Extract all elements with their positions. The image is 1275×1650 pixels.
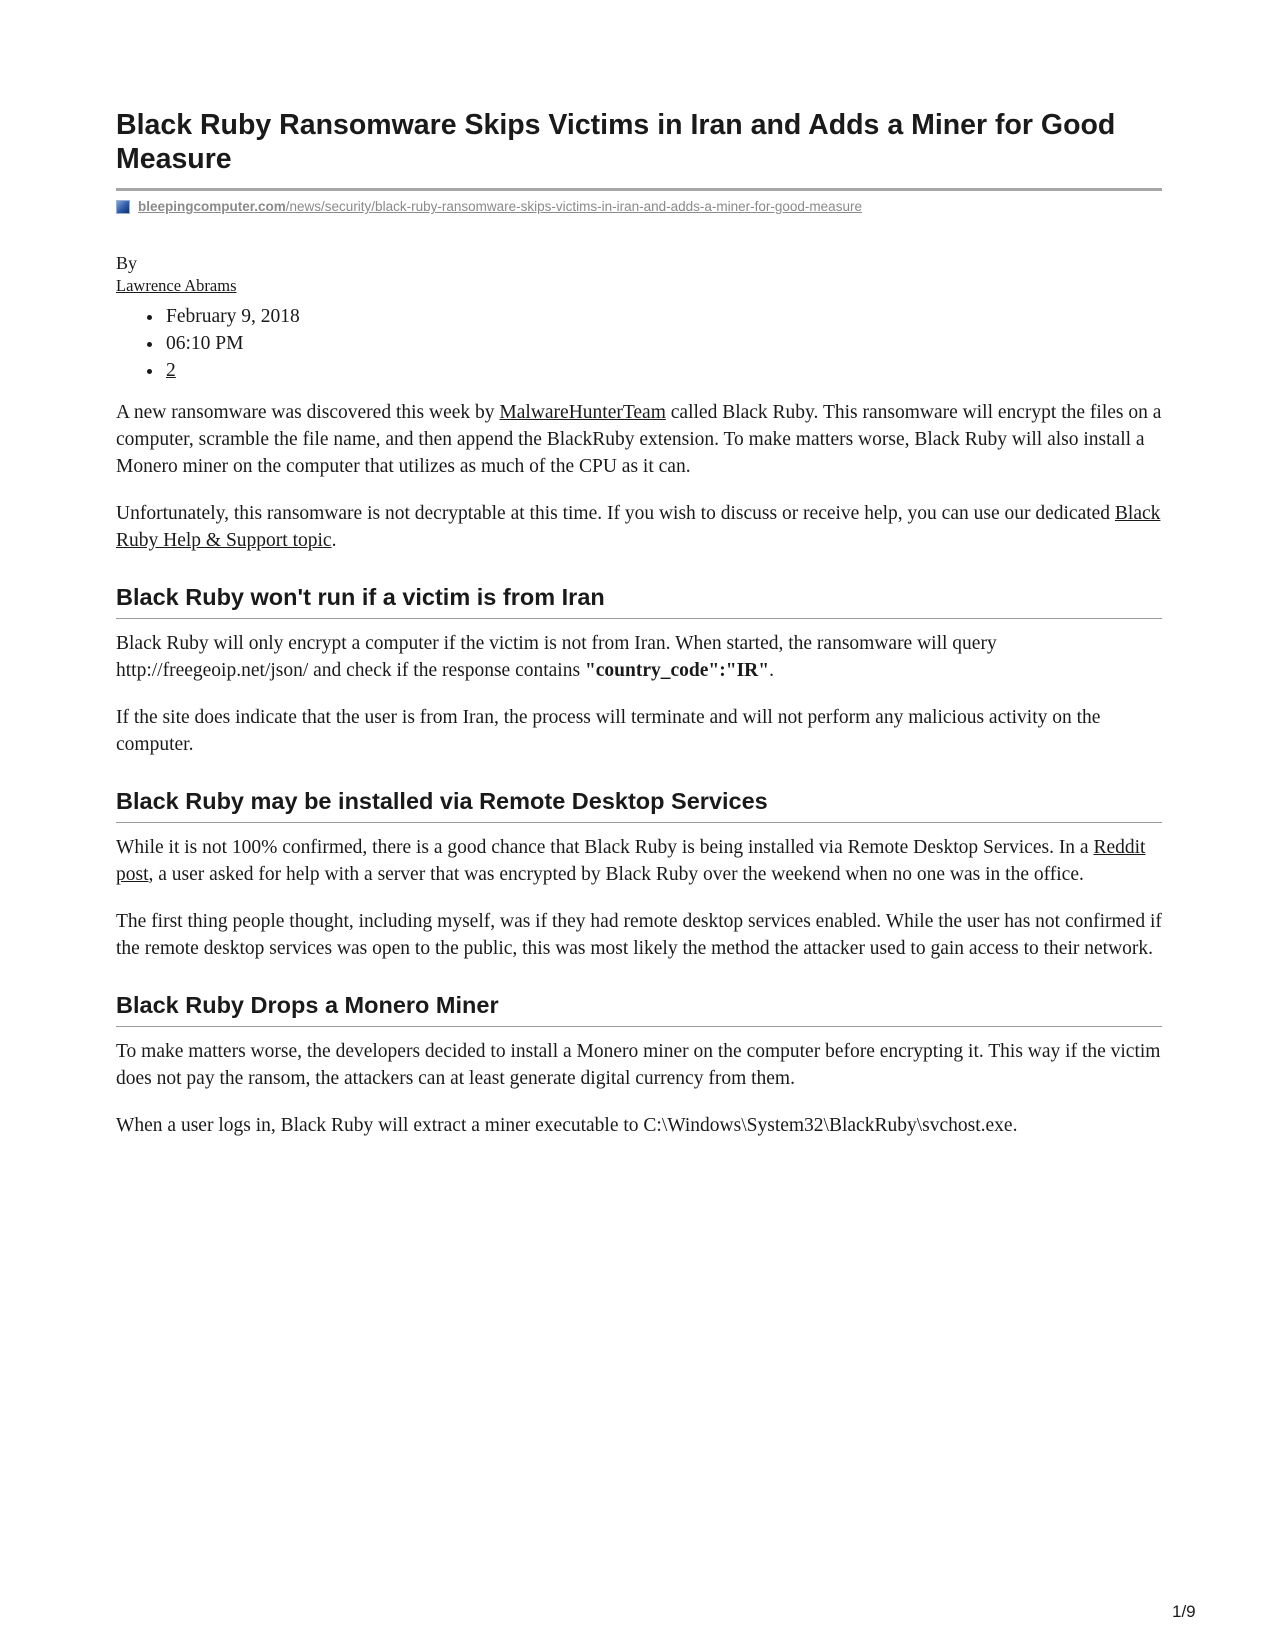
intro-paragraph-2 [116, 500, 1162, 554]
source-domain: bleepingcomputer.com [138, 199, 286, 214]
source-link[interactable] [138, 199, 862, 215]
iran-p1-text-b: . [769, 660, 774, 681]
byline-by: By [116, 253, 138, 273]
section-rdp-paragraph-2: The first thing people thought, including myself, was if they had remote desktop services enabled. While the user has not confirmed if the remote desktop services was open to the public, this was most likely the method the attacker used to gain access to their network. [116, 911, 1162, 959]
meta-comments [164, 357, 1162, 384]
rdp-p1-text-b: , a user asked for help with a server that was encrypted by Black Ruby over the weekend when no one was in the office. [148, 864, 1084, 885]
country-code-bold: "country_code":"IR" [584, 660, 770, 681]
section-iran [116, 582, 1162, 758]
section-heading-iran: Black Ruby won't run if a victim is from Iran [116, 584, 605, 610]
section-miner [116, 990, 1162, 1139]
intro-paragraph-1 [116, 399, 1162, 480]
source-url [116, 199, 1162, 215]
article-title: Black Ruby Ransomware Skips Victims in Iran and Adds a Miner for Good Measure [116, 109, 1116, 175]
iran-p1-text-a: Black Ruby will only encrypt a computer if the victim is not from Iran. When started, the ransomware will query http://freegeoip.net/json/ and check if the response contains [116, 633, 997, 681]
section-heading-rdp: Black Ruby may be installed via Remote Desktop Services [116, 788, 768, 814]
rdp-p1-text-a: While it is not 100% confirmed, there is a good chance that Black Ruby is being installed via Remote Desktop Services. In a [116, 837, 1094, 858]
byline-author [116, 275, 1162, 297]
article [116, 108, 1162, 1139]
author-link[interactable]: Lawrence Abrams [116, 276, 237, 295]
site-favicon-icon [116, 200, 130, 214]
title-divider [116, 188, 1162, 191]
section-divider [116, 618, 1162, 619]
meta-date: • February 9, 2018 [164, 303, 1162, 330]
section-rdp-paragraph-1 [116, 834, 1162, 888]
section-iran-paragraph-1 [116, 630, 1162, 684]
comments-link[interactable]: 2 [166, 360, 176, 381]
section-miner-paragraph-1: To make matters worse, the developers decided to install a Monero miner on the computer before encrypting it. This way if the victim does not pay the ransom, the attackers can at least generate digital currency from them. [116, 1041, 1161, 1089]
section-heading-miner: Black Ruby Drops a Monero Miner [116, 992, 499, 1018]
article-meta-list [116, 303, 1162, 384]
intro-p1-text-b: called Black Ruby. This ransomware will encrypt the files on a computer, scramble the file name, and then append the BlackRuby extension. To make matters worse, Black Ruby will also install a Monero miner on the computer that utilizes as much of the CPU as it can. [116, 402, 1162, 477]
intro-p1-text-a: A new ransomware was discovered this week by [116, 402, 500, 423]
section-miner-paragraph-2: When a user logs in, Black Ruby will extract a miner executable to C:\Windows\System32\BlackRuby\svchost.exe. [116, 1115, 1018, 1136]
section-iran-paragraph-2: If the site does indicate that the user is from Iran, the process will terminate and will not perform any malicious activity on the computer. [116, 707, 1101, 755]
intro-p2-text-a: Unfortunately, this ransomware is not decryptable at this time. If you wish to discuss or receive help, you can use our dedicated [116, 503, 1115, 524]
section-rdp [116, 786, 1162, 962]
reddit-post-link[interactable]: Reddit post [116, 837, 1146, 885]
source-path: /news/security/black-ruby-ransomware-skips-victims-in-iran-and-adds-a-miner-for-good-measure [285, 199, 862, 214]
intro-p2-text-b: . [331, 530, 337, 551]
support-topic-link[interactable]: Black Ruby Help & Support topic [116, 503, 1161, 551]
section-divider [116, 822, 1162, 823]
meta-time: • 06:10 PM [164, 330, 1162, 357]
page-number: 1/9 [1172, 1602, 1196, 1621]
section-divider [116, 1026, 1162, 1027]
malwarehunterteam-link[interactable]: MalwareHunterTeam [499, 402, 666, 423]
